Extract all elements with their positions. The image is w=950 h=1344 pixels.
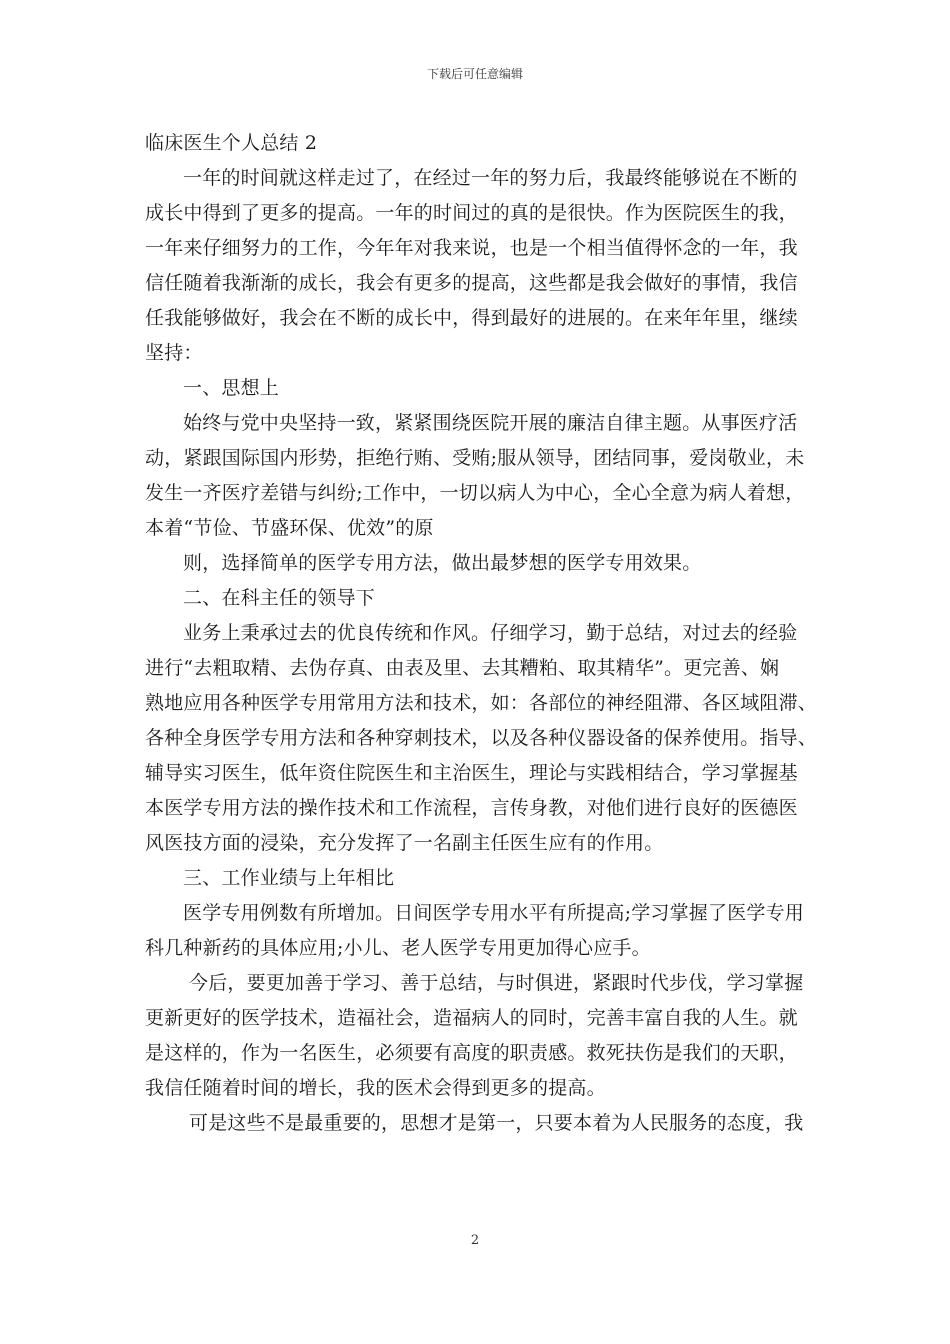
text-line: 更新更好的医学技术，造福社会，造福病人的同时，完善丰富自我的人生。就 [145,1007,798,1029]
section-heading: 一、思想上 [183,377,280,399]
section-heading: 三、工作业绩与上年相比 [183,867,395,889]
text-line: 成长中得到了更多的提高。一年的时间过的真的是很快。作为医院医生的我， [145,202,798,224]
text-line: 可是这些不是最重要的，思想才是第一，只要本着为人民服务的态度，我 [189,1112,804,1134]
text-line: 各种全身医学专用方法和各种穿刺技术，以及各种仪器设备的保养使用。指导、 [145,727,818,749]
text-line: 发生一齐医疗差错与纠纷;工作中，一切以病人为中心，全心全意为病人着想， [145,482,805,504]
text-line: 是这样的，作为一名医生，必须要有高度的职责感。救死扶伤是我们的天职， [145,1042,798,1064]
text-line: 一年来仔细努力的工作，今年年对我来说，也是一个相当值得怀念的一年，我 [145,237,798,259]
text-line: 风医技方面的浸染，充分发挥了一名副主任医生应有的作用。 [145,832,664,854]
text-line: 坚持： [145,342,203,364]
text-line: 我信任随着时间的增长，我的医术会得到更多的提高。 [145,1077,606,1099]
text-line: 始终与党中央坚持一致，紧紧围绕医院开展的廉洁自律主题。从事医疗活 [183,412,798,434]
text-line: 科几种新药的具体应用;小儿、老人医学专用更加得心应手。 [145,937,651,959]
text-line: 信任随着我渐渐的成长，我会有更多的提高，这些都是我会做好的事情，我信 [145,272,798,294]
page-number: 2 [470,1233,480,1248]
text-line: 则，选择简单的医学专用方法，做出最梦想的医学专用效果。 [183,552,702,574]
document-title: 临床医生个人总结 2 [145,132,318,154]
text-line: 动，紧跟国际国内形势，拒绝行贿、受贿;服从领导，团结同事，爱岗敬业，未 [145,447,805,469]
text-line: 任我能够做好，我会在不断的成长中，得到最好的进展的。在来年年里，继续 [145,307,798,329]
page-header-note: 下载后可任意编辑 [426,67,523,81]
text-line: 医学专用例数有所增加。日间医学专用水平有所提高;学习掌握了医学专用 [183,902,805,924]
text-line: 今后，要更加善于学习、善于总结，与时俱进，紧跟时代步伐，学习掌握 [189,972,804,994]
text-line: 一年的时间就这样走过了，在经过一年的努力后，我最终能够说在不断的 [183,167,798,189]
text-line: 本着“节俭、节盛环保、优效”的原 [145,517,434,539]
text-line: 辅导实习医生，低年资住院医生和主治医生，理论与实践相结合，学习掌握基 [145,762,798,784]
text-line: 本医学专用方法的操作技术和工作流程，言传身教，对他们进行良好的医德医 [145,797,798,819]
document-body [145,126,818,1141]
text-line: 熟地应用各种医学专用常用方法和技术，如：各部位的神经阻滞、各区域阻滞、 [145,692,818,714]
section-heading: 二、在科主任的领导下 [183,587,376,609]
text-line: 进行“去粗取精、去伪存真、由表及里、去其糟粕、取其精华”。更完善、娴 [145,657,780,679]
text-line: 业务上秉承过去的优良传统和作风。仔细学习，勤于总结，对过去的经验 [183,622,798,644]
